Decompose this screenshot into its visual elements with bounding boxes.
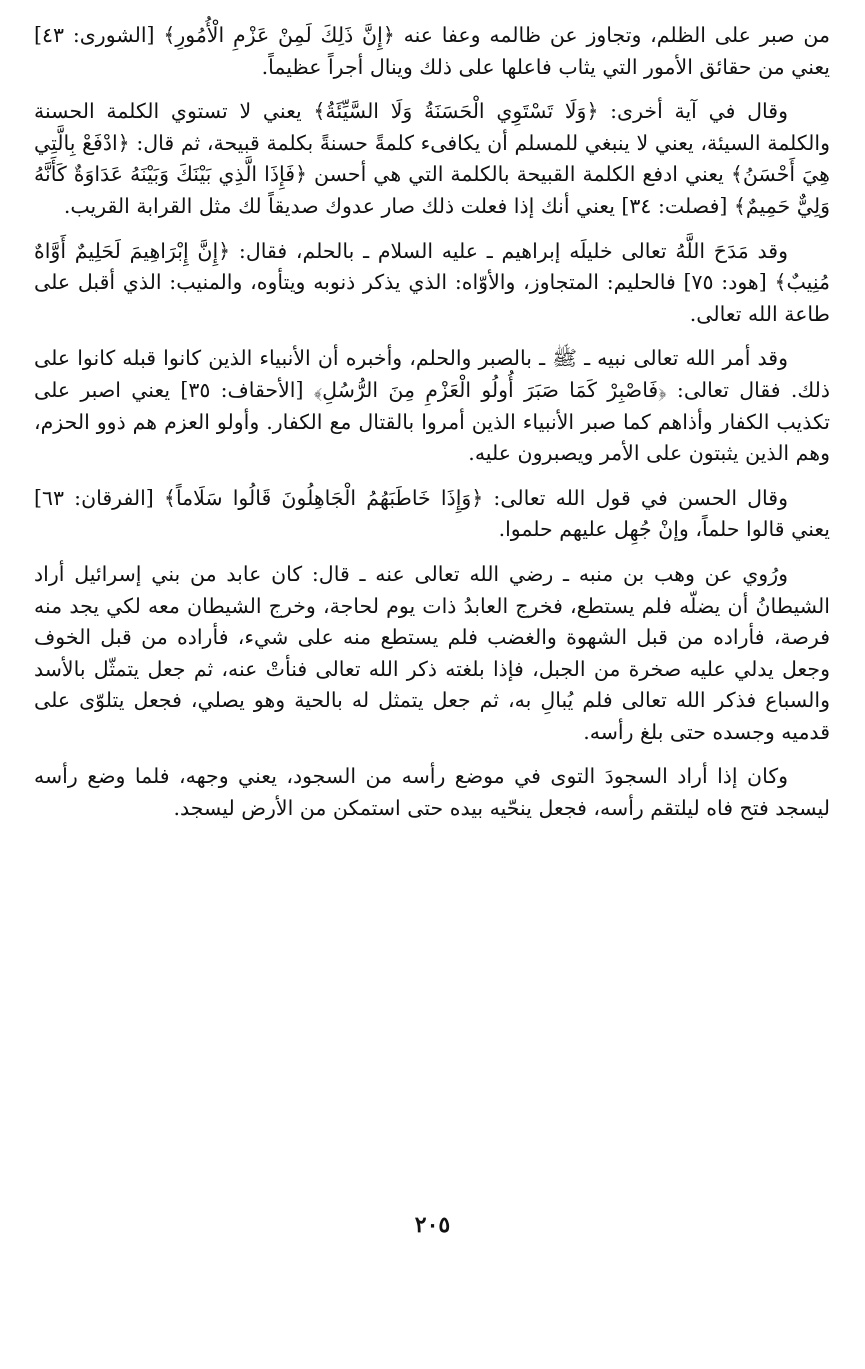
body-text — [34, 20, 830, 838]
paragraph-6: ورُوي عن وهب بن منبه ـ رضي الله تعالى عنه ـ قال: كان عابد من بني إسرائيل أراد الشيطانُ أن يضلّه فلم يستطع، فخرج العابدُ ذات يوم لحاجة، وخرج الشيطان معه لكي يجد منه فرصة، فأراده من قبل الشهوة والغضب فلم يستطع منه على شيء، فأراده من قبل الخوف وجعل يدلي عليه صخرة من الجبل، فإذا بلغته ذكر الله تعالى فنأتْ عنه، ثم جعل يتمثّل بالأسد والسباع فذكر الله تعالى فلم يُبالِ به، ثم جعل يتمثل له بالحية وهو يصلي، فجعل يتلوّى على قدميه وجسده حتى بلغ رأسه. — [34, 561, 830, 744]
page-number: ٢٠٥ — [414, 1212, 451, 1238]
paragraph-5: وقال الحسن في قول الله تعالى: ﴿وَإِذَا خَاطَبَهُمُ الْجَاهِلُونَ قَالُوا سَلَاماً﴾ [الفرقان: ٦٣] يعني قالوا حلماً، وإنْ جُهِل عليهم حلموا. — [34, 485, 830, 542]
paragraph-1: من صبر على الظلم، وتجاوز عن ظالمه وعفا عنه ﴿إِنَّ ذَلِكَ لَمِنْ عَزْمِ الْأُمُورِ﴾ [الشورى: ٤٣] يعني من حقائق الأمور التي يثاب فاعلها على ذلك وينال أجراً عظيماً. — [34, 23, 830, 79]
paragraph-4: وقد أمر الله تعالى نبيه ـ ﷺ ـ بالصبر والحلم، وأخبره أن الأنبياء الذين كانوا قبله كانوا على ذلك. فقال تعالى: ﴿فَاصْبِرْ كَمَا صَبَرَ أُولُو الْعَزْمِ مِنَ الرُّسُلِ﴾ [الأحقاف: ٣٥] يعني اصبر على تكذيب الكفار وأذاهم كما صبر الأنبياء الذين أمروا بالقتال مع الكفار. وأولو العزم هم ذوو الحزم، وهم الذين يثبتون على الأمر ويصبرون عليه. — [34, 346, 830, 466]
paragraph-2: وقال في آية أخرى: ﴿وَلَا تَسْتَوِي الْحَسَنَةُ وَلَا السَّيِّئَةُ﴾ يعني لا تستوي الكلمة الحسنة والكلمة السيئة، يعني لا ينبغي للمسلم أن يكافىء كلمةً حسنةً بكلمة قبيحة، ثم قال: ﴿ادْفَعْ بِالَّتِي هِيَ أَحْسَنُ﴾ يعني ادفع الكلمة القبيحة بالكلمة التي هي أحسن ﴿فَإِذَا الَّذِي بَيْنَكَ وَبَيْنَهُ عَدَاوَةٌ كَأَنَّهُ وَلِيٌّ حَمِيمٌ﴾ [فصلت: ٣٤] يعني أنك إذا فعلت ذلك صار عدوك صديقاً لك مثل القرابة القريب. — [34, 99, 830, 218]
paragraph-3: وقد مَدَحَ اللَّهُ تعالى خليلَه إبراهيم ـ عليه السلام ـ بالحلم، فقال: ﴿إِنَّ إِبْرَاهِيمَ لَحَلِيمٌ أَوَّاهٌ مُنِيبٌ﴾ [هود: ٧٥] فالحليم: المتجاوز، والأوّاه: الذي يذكر ذنوبه ويتأوه، والمنيب: الذي أقبل على طاعة الله تعالى. — [34, 238, 830, 326]
paragraph-7: وكان إذا أراد السجودَ التوى في موضع رأسه من السجود، يعني وجهه، فلما وضع رأسه ليسجد فتح فاه ليلتقم رأسه، فجعل ينحّيه بيده حتى استمكن من الأرض ليسجد. — [34, 764, 830, 821]
